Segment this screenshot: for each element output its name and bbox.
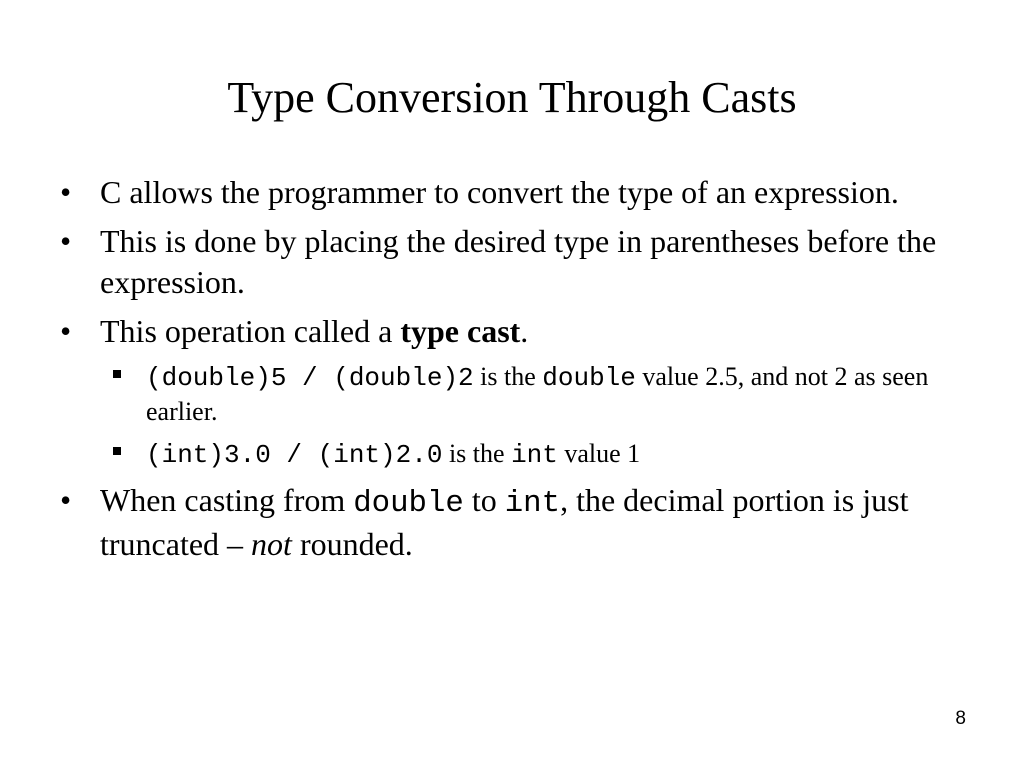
bullet-glyph: • xyxy=(60,482,72,518)
bullet-item xyxy=(58,480,958,565)
bullet-text: , the decimal portion is just truncated – xyxy=(100,482,909,562)
slide-body xyxy=(58,172,958,573)
sub-bullet-item xyxy=(58,360,958,429)
sub-bullet-text: is the xyxy=(442,439,512,468)
sub-bullet-item xyxy=(58,437,958,472)
code-expression: (double)5 / (double)2 xyxy=(146,363,474,393)
bullet-text: to xyxy=(463,482,505,518)
bullet-text: C allows the programmer to convert the type of an expression. xyxy=(100,174,899,210)
emphasis-text: not xyxy=(251,526,292,562)
bullet-text-suffix: . xyxy=(520,313,529,349)
sub-bullet-text: value 2.5, and not 2 as seen earlier. xyxy=(146,362,929,426)
bullet-bold-term: type cast xyxy=(400,313,521,349)
bullet-text-prefix: This operation called a xyxy=(100,313,401,349)
bullet-text-prefix: When casting from xyxy=(100,482,354,518)
code-type: int xyxy=(511,440,558,470)
code-type: double xyxy=(353,486,464,521)
bullet-text-suffix: rounded. xyxy=(291,526,413,562)
bullet-glyph: • xyxy=(60,174,72,210)
slide-title: Type Conversion Through Casts xyxy=(227,73,797,122)
square-bullet-icon xyxy=(113,447,121,455)
square-bullet-icon xyxy=(113,370,121,378)
bullet-item xyxy=(58,311,958,352)
bullet-text: This is done by placing the desired type in parentheses before the expression. xyxy=(100,223,937,300)
sub-bullet-text: value 1 xyxy=(557,439,641,468)
code-type: int xyxy=(504,486,561,521)
bullet-item xyxy=(58,172,958,213)
bullet-glyph: • xyxy=(60,223,72,259)
bullet-item xyxy=(58,221,958,303)
bullet-glyph: • xyxy=(60,313,72,349)
code-type: double xyxy=(542,363,636,393)
code-expression: (int)3.0 / (int)2.0 xyxy=(146,440,443,470)
sub-bullet-text: is the xyxy=(473,362,543,391)
page-number: 8 xyxy=(955,708,966,729)
